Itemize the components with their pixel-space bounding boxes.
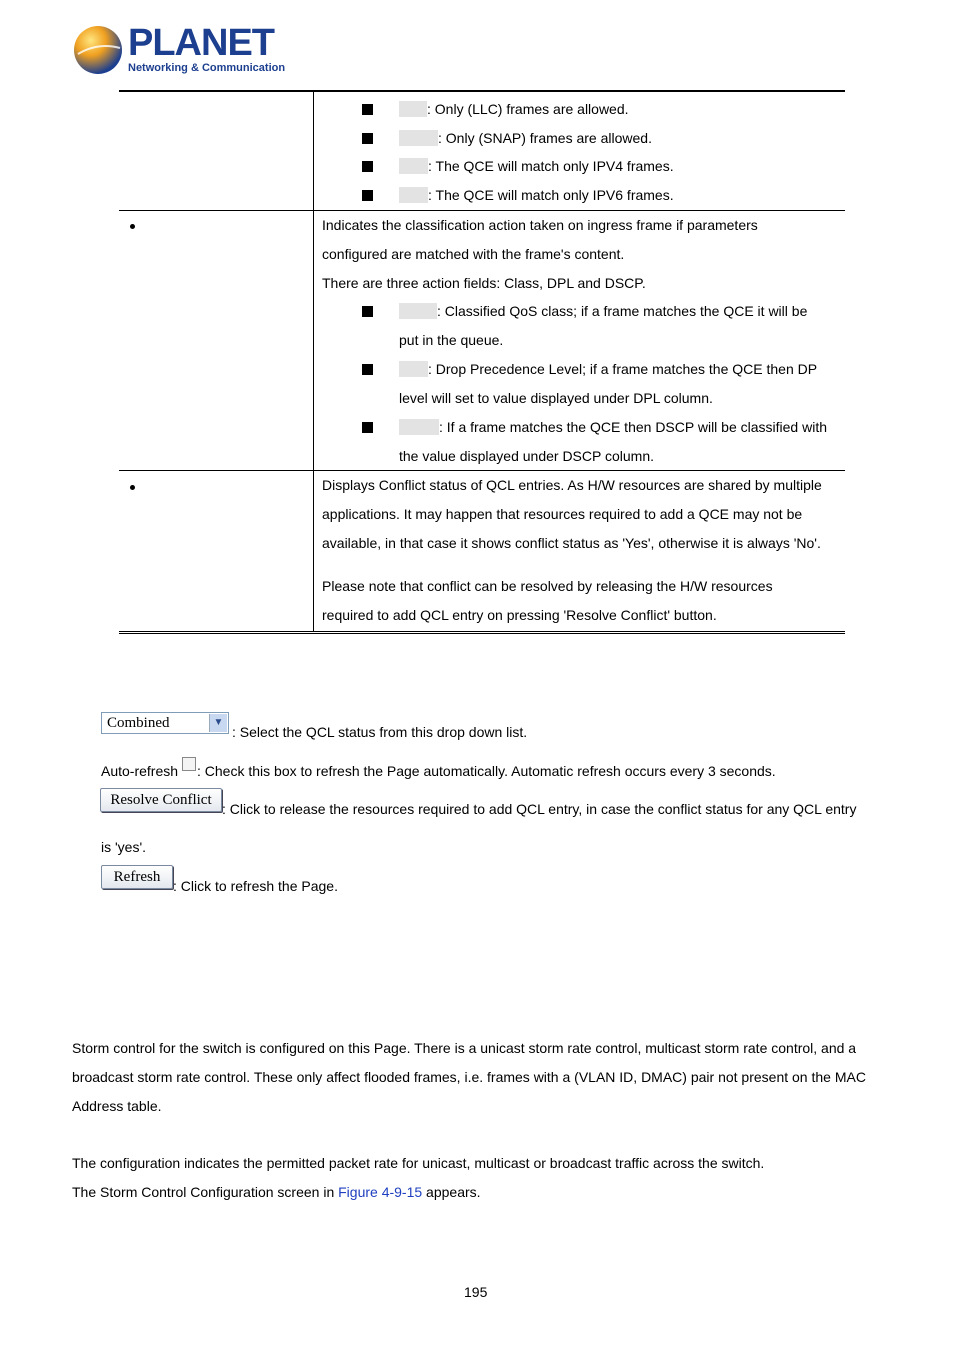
autorefresh-checkbox[interactable] — [182, 757, 196, 771]
body-paragraph-line: The configuration indicates the permitted packet rate for unicast, multicast or broadcast traffic across the switch. — [72, 1155, 765, 1171]
list-item-continuation: put in the queue. — [399, 332, 504, 348]
body-paragraph-line: broadcast storm rate control. These only affect flooded frames, i.e. frames with a (VLAN ID, DMAC) pair not present on the MAC — [72, 1069, 866, 1085]
list-item: : Only (LLC) frames are allowed. — [399, 100, 629, 118]
resolve-description: : Click to release the resources required to add QCL entry, in case the conflict status for any QCL entry — [222, 801, 857, 817]
bullet-dot-icon — [130, 485, 135, 490]
body-paragraph-line: Address table. — [72, 1098, 162, 1114]
body-text: The Storm Control Configuration screen in — [72, 1184, 339, 1200]
planet-logo — [72, 22, 286, 78]
brand-tagline: Networking & Communication — [128, 62, 286, 74]
list-item: : Classified QoS class; if a frame matches the QCE it will be — [399, 302, 807, 320]
body-paragraph-line: Storm control for the switch is configured on this Page. There is a unicast storm rate control, multicast storm rate control, and a — [72, 1040, 857, 1056]
list-item: : Only (SNAP) frames are allowed. — [399, 129, 652, 147]
description-text: configured are matched with the frame's content. — [322, 246, 625, 262]
chevron-down-icon: ▼ — [209, 714, 227, 732]
list-item: : The QCE will match only IPV4 frames. — [399, 157, 674, 175]
square-bullet-icon — [362, 422, 373, 433]
square-bullet-icon — [362, 161, 373, 172]
list-item: : Drop Precedence Level; if a frame matches the QCE then DP — [399, 360, 817, 378]
square-bullet-icon — [362, 306, 373, 317]
table-row-divider — [119, 470, 845, 471]
table-top-border — [119, 90, 845, 92]
description-text: Please note that conflict can be resolved by releasing the H/W resources — [322, 578, 773, 594]
description-text: available, in that case it shows conflict status as 'Yes', otherwise it is always 'No'. — [322, 535, 821, 551]
figure-link[interactable]: Figure 4-9-15 — [338, 1184, 423, 1200]
globe-icon — [72, 24, 124, 76]
table-column-divider — [313, 92, 314, 632]
body-paragraph-line — [72, 1183, 481, 1201]
select-description: : Select the QCL status from this drop down list. — [232, 724, 528, 740]
description-text: Displays Conflict status of QCL entries. As H/W resources are shared by multiple — [322, 477, 822, 493]
refresh-button[interactable]: Refresh — [101, 865, 173, 889]
resolve-description-continued: is 'yes'. — [101, 839, 147, 855]
square-bullet-icon — [362, 190, 373, 201]
square-bullet-icon — [362, 104, 373, 115]
autorefresh-description: : Check this box to refresh the Page automatically. Automatic refresh occurs every 3 seconds. — [197, 763, 776, 779]
square-bullet-icon — [362, 364, 373, 375]
list-item: : If a frame matches the QCE then DSCP will be classified with — [399, 418, 827, 436]
resolve-conflict-button[interactable]: Resolve Conflict — [100, 788, 222, 812]
description-text: applications. It may happen that resources required to add a QCE may not be — [322, 506, 803, 522]
description-text: There are three action fields: Class, DPL and DSCP. — [322, 275, 646, 291]
brand-name: PLANET — [128, 22, 274, 64]
description-text: Indicates the classification action taken on ingress frame if parameters — [322, 217, 758, 233]
body-text: appears. — [422, 1184, 481, 1200]
list-item: : The QCE will match only IPV6 frames. — [399, 186, 674, 204]
list-item-continuation: level will set to value displayed under DPL column. — [399, 390, 713, 406]
table-row-divider — [119, 210, 845, 211]
list-item-continuation: the value displayed under DSCP column. — [399, 448, 655, 464]
square-bullet-icon — [362, 133, 373, 144]
autorefresh-label: Auto-refresh — [101, 763, 179, 779]
page-number: 195 — [464, 1284, 488, 1300]
description-text: required to add QCL entry on pressing 'Resolve Conflict' button. — [322, 607, 717, 623]
bullet-dot-icon — [130, 224, 135, 229]
qcl-status-select[interactable] — [101, 712, 229, 734]
refresh-description: : Click to refresh the Page. — [173, 878, 338, 894]
select-value: Combined — [107, 715, 170, 731]
table-bottom-border — [119, 631, 845, 634]
